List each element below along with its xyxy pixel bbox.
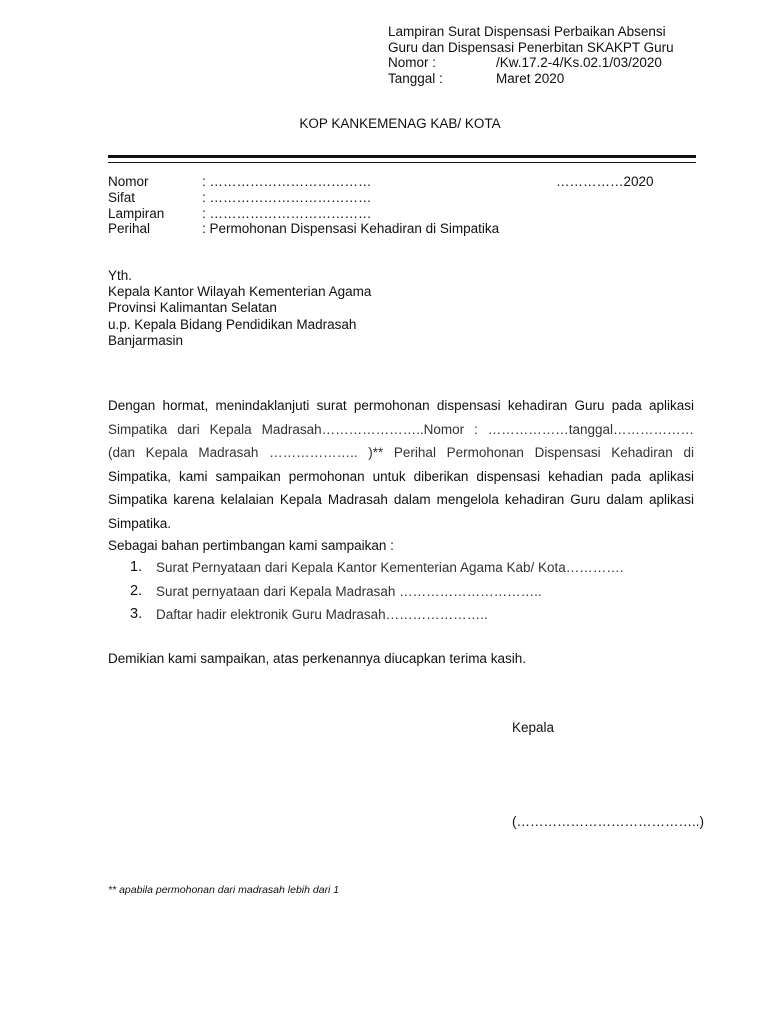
- meta-label: Nomor: [108, 174, 149, 189]
- meta-row-subject: [108, 221, 499, 237]
- appendix-number-value: /Kw.17.2-4/Ks.02.1/03/2020: [496, 55, 662, 70]
- appendix-number-label: Nomor :: [388, 55, 437, 70]
- list-number: 2.: [130, 582, 143, 599]
- signature-name-placeholder: (…………………………………..): [512, 814, 704, 829]
- body-line: (dan Kepala Madrasah ……………….. )** Perihal Permohonan Dispensasi Kehadiran di: [108, 445, 694, 460]
- list-text: Daftar hadir elektronik Guru Madrasah…………………..: [156, 607, 488, 622]
- list-number: 3.: [130, 606, 143, 622]
- appendix-line-2: Guru dan Dispensasi Penerbitan SKAKPT Guru: [388, 39, 674, 55]
- body-paragraph: Simpatika, kami sampaikan permohonan untuk diberikan dispensasi kehadian pada aplikasi Simpatika karena kelalaian Kepala Madrasah dalam mengelola kehadiran Guru dalam aplikasi Simpatika.: [108, 468, 694, 531]
- body-line: Simpatika dari Kepala Madrasah…………………..Nomor : ………………tanggal………………: [108, 421, 694, 437]
- recipient-greeting: Yth.: [108, 268, 133, 283]
- signature-title: Kepala: [512, 720, 555, 735]
- letterhead-title: KOP KANKEMENAG KAB/ KOTA: [299, 116, 501, 131]
- list-item: [130, 556, 624, 580]
- appendix-header: [388, 24, 674, 86]
- list-item: [130, 603, 624, 627]
- meta-label: Lampiran: [108, 205, 165, 221]
- meta-label: Sifat: [108, 189, 136, 205]
- appendix-number-row: [388, 55, 674, 71]
- appendix-line-1: Lampiran Surat Dispensasi Perbaikan Absensi: [388, 24, 666, 39]
- letterhead-rule-thick: [108, 155, 696, 158]
- appendix-date-value: Maret 2020: [496, 70, 565, 86]
- letterhead-rule-thin: [108, 162, 696, 163]
- recipient-line: Provinsi Kalimantan Selatan: [108, 300, 277, 316]
- meta-row-number: [108, 174, 499, 190]
- closing-sentence: Demikian kami sampaikan, atas perkenannya diucapkan terima kasih.: [108, 651, 526, 666]
- attachment-list: [130, 556, 624, 627]
- meta-value: : ………………………………: [202, 189, 372, 205]
- appendix-date-row: [388, 71, 674, 87]
- recipient-address: [108, 268, 371, 349]
- recipient-line: u.p. Kepala Bidang Pendidikan Madrasah: [108, 316, 357, 332]
- list-text: Surat Pernyataan dari Kepala Kantor Kementerian Agama Kab/ Kota………….: [156, 560, 624, 575]
- letter-date: ……………2020: [556, 174, 654, 189]
- list-item: [130, 580, 624, 604]
- meta-label: Perihal: [108, 221, 151, 237]
- list-text: Surat pernyataan dari Kepala Madrasah …………………………..: [156, 583, 542, 599]
- recipient-line: Kepala Kantor Wilayah Kementerian Agama: [108, 284, 372, 300]
- considerations-intro: Sebagai bahan pertimbangan kami sampaikan :: [108, 538, 394, 553]
- recipient-city: Banjarmasin: [108, 332, 184, 348]
- footnote: ** apabila permohonan dari madrasah lebih dari 1: [108, 884, 340, 896]
- letter-body: [108, 394, 694, 535]
- meta-row-attachment: [108, 206, 499, 222]
- meta-value: : ………………………………: [202, 174, 372, 189]
- meta-value: : ………………………………: [202, 205, 372, 221]
- meta-value: : Permohonan Dispensasi Kehadiran di Simpatika: [202, 221, 500, 237]
- meta-row-nature: [108, 190, 499, 206]
- appendix-date-label: Tanggal :: [388, 70, 443, 86]
- letter-meta: [108, 174, 499, 237]
- body-line: Dengan hormat, menindaklanjuti surat permohonan dispensasi kehadiran Guru pada aplikasi: [108, 398, 694, 413]
- list-number: 1.: [130, 559, 143, 575]
